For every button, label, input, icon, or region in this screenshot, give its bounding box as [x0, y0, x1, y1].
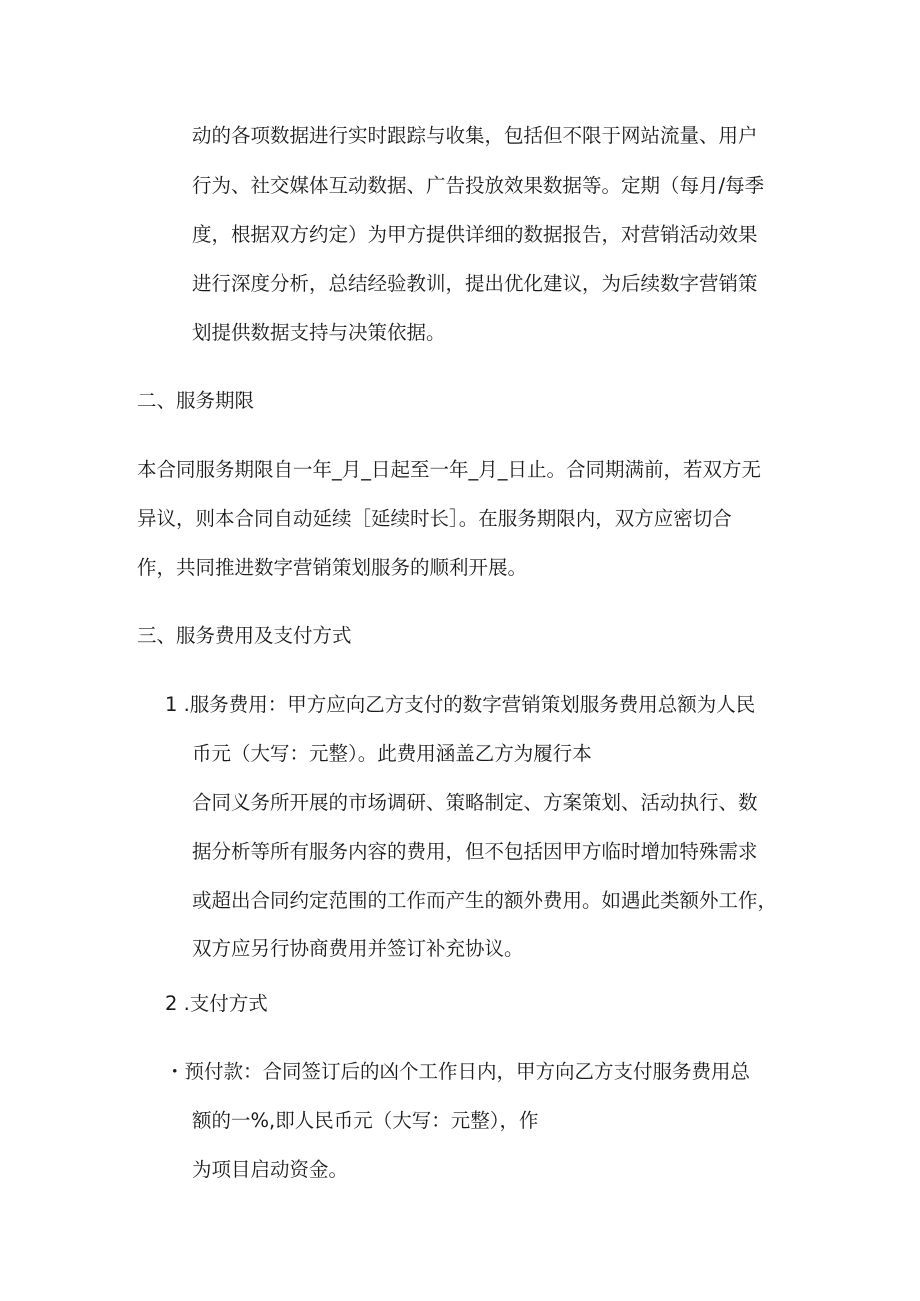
paragraph-line: 本合同服务期限自一年_月_日起至一年_月_日止。合同期满前，若双方无	[137, 458, 762, 481]
paragraph-line: 作，共同推进数字营销策划服务的顺利开展。	[137, 556, 528, 579]
list-item-line: 2 .支付方式	[165, 992, 268, 1015]
list-item-line: 据分析等所有服务内容的费用，但不包括因甲方临时增加特殊需求	[192, 840, 758, 863]
paragraph-line: 度，根据双方约定）为甲方提供详细的数据报告，对营销活动效果	[192, 223, 758, 246]
paragraph-line: 行为、社交媒体互动数据、广告投放效果数据等。定期（每月/每季	[192, 174, 765, 197]
bullet-line: ・预付款：合同签订后的凶个工作日内，甲方向乙方支付服务费用总	[165, 1060, 751, 1083]
list-item-line: 币元（大写：元整）。此费用涵盖乙方为履行本	[192, 742, 592, 765]
list-item-line: 1 .服务费用：甲方应向乙方支付的数字营销策划服务费用总额为人民	[165, 693, 756, 716]
bullet-line: 额的一%,即人民币元（大写：元整），作	[192, 1109, 539, 1132]
paragraph-line: 划提供数据支持与决策依据。	[192, 321, 446, 344]
list-item-line: 双方应另行协商费用并签订补充协议。	[192, 937, 524, 960]
section-heading: 二、服务期限	[137, 389, 255, 412]
list-item-line: 或超出合同约定范围的工作而产生的额外费用。如遇此类额外工作，	[192, 889, 778, 912]
section-heading: 三、服务费用及支付方式	[137, 624, 352, 647]
paragraph-line: 进行深度分析，总结经验教训，提出优化建议，为后续数字营销策	[192, 272, 758, 295]
bullet-line: 为项目启动资金。	[192, 1158, 349, 1181]
paragraph-line: 异议，则本合同自动延续［延续时长］。在服务期限内，双方应密切合	[137, 507, 732, 530]
paragraph-line: 动的各项数据进行实时跟踪与收集，包括但不限于网站流量、用户	[192, 124, 758, 147]
list-item-line: 合同义务所开展的市场调研、策略制定、方案策划、活动执行、数	[192, 791, 758, 814]
